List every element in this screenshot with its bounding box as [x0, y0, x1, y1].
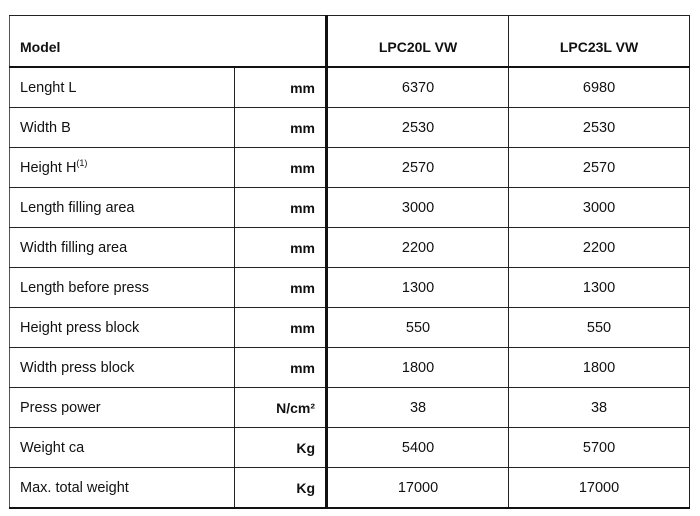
value-lpc23l: 3000	[509, 188, 690, 228]
table-row	[10, 428, 690, 468]
row-label	[10, 308, 235, 348]
table-row	[10, 268, 690, 308]
model-header: Model	[10, 16, 327, 68]
value-lpc20l: 2570	[327, 148, 509, 188]
row-unit: Kg	[235, 428, 327, 468]
value-lpc20l: 1300	[327, 268, 509, 308]
table-row	[10, 388, 690, 428]
table-row	[10, 108, 690, 148]
footnote-marker: (1)	[76, 157, 88, 168]
row-unit: mm	[235, 67, 327, 108]
value-lpc23l: 1300	[509, 268, 690, 308]
row-label-text: Lenght L	[20, 79, 77, 96]
row-label	[10, 108, 235, 148]
table-body	[10, 67, 690, 508]
value-lpc23l: 38	[509, 388, 690, 428]
row-unit: mm	[235, 148, 327, 188]
row-label	[10, 468, 235, 509]
value-lpc20l: 1800	[327, 348, 509, 388]
table-row	[10, 148, 690, 188]
row-unit: mm	[235, 348, 327, 388]
value-lpc20l: 2530	[327, 108, 509, 148]
row-label	[10, 228, 235, 268]
header-row	[10, 16, 690, 68]
value-lpc20l: 5400	[327, 428, 509, 468]
value-lpc23l: 5700	[509, 428, 690, 468]
value-lpc23l: 17000	[509, 468, 690, 509]
value-lpc23l: 550	[509, 308, 690, 348]
row-label	[10, 268, 235, 308]
row-unit: N/cm²	[235, 388, 327, 428]
row-label-text: Width press block	[20, 359, 135, 376]
row-label	[10, 188, 235, 228]
row-label-text: Press power	[20, 399, 101, 416]
row-label-text: Length filling area	[20, 199, 135, 216]
row-label	[10, 348, 235, 388]
value-lpc20l: 550	[327, 308, 509, 348]
value-lpc20l: 38	[327, 388, 509, 428]
value-lpc20l: 3000	[327, 188, 509, 228]
value-lpc20l: 17000	[327, 468, 509, 509]
value-lpc20l: 2200	[327, 228, 509, 268]
value-lpc23l: 2570	[509, 148, 690, 188]
value-lpc23l: 1800	[509, 348, 690, 388]
row-unit: mm	[235, 308, 327, 348]
row-label-text: Length before press	[20, 279, 149, 296]
value-lpc23l: 6980	[509, 67, 690, 108]
row-label	[10, 388, 235, 428]
table-row	[10, 67, 690, 108]
value-lpc20l: 6370	[327, 67, 509, 108]
row-unit: mm	[235, 228, 327, 268]
row-label-text: Weight ca	[20, 439, 85, 456]
model-header-lpc20l: LPC20L VW	[327, 16, 509, 68]
table-row	[10, 468, 690, 509]
table-header	[10, 16, 690, 68]
row-unit: mm	[235, 188, 327, 228]
row-label-text: Height H	[20, 159, 77, 176]
table-row	[10, 188, 690, 228]
row-label-text: Width filling area	[20, 239, 128, 256]
table-row	[10, 308, 690, 348]
row-unit: Kg	[235, 468, 327, 509]
row-label	[10, 148, 235, 188]
row-label-text: Height press block	[20, 319, 140, 336]
table-row	[10, 228, 690, 268]
row-label-text: Max. total weight	[20, 479, 129, 496]
model-header-lpc23l: LPC23L VW	[509, 16, 690, 68]
row-label	[10, 67, 235, 108]
table-row	[10, 348, 690, 388]
value-lpc23l: 2200	[509, 228, 690, 268]
row-unit: mm	[235, 268, 327, 308]
row-label	[10, 428, 235, 468]
spec-table	[9, 15, 690, 509]
value-lpc23l: 2530	[509, 108, 690, 148]
row-unit: mm	[235, 108, 327, 148]
row-label-text: Width B	[20, 119, 71, 136]
